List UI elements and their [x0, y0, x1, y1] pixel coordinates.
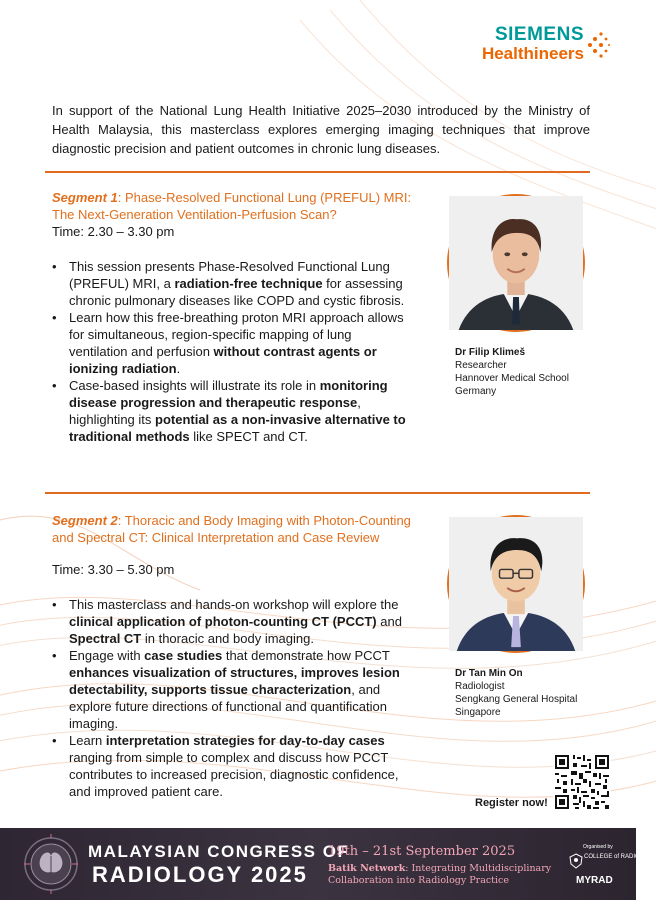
bullet-text: ranging from simple to complex and discuss how PCCT contributes to increased precision, diagnostic confidence, and improved patient care.	[69, 750, 399, 799]
bullet-text: like SPECT and CT.	[189, 429, 308, 444]
bullet-text: and	[376, 614, 402, 629]
speaker1-role: Researcher	[455, 360, 507, 371]
speaker1-country: Germany	[455, 386, 497, 397]
college-crest-icon	[570, 854, 582, 868]
bullet-text: for assessing chronic pulmonary diseases like COPD and cystic fibrosis.	[69, 276, 405, 308]
bullet-emphasis: enhances visualization of structures, improves lesion detectability, supports tissue characterization	[69, 665, 400, 697]
logo-line1: SIEMENS	[494, 24, 584, 45]
segment1-label: Segment 1	[52, 190, 118, 205]
bullet-item	[52, 258, 412, 309]
speaker1-info	[455, 346, 605, 398]
siemens-healthineers-logo	[460, 24, 610, 64]
bullet-item	[52, 732, 412, 800]
segment1-time: Time: 2.30 – 3.30 pm	[52, 224, 175, 239]
speaker2-org: Sengkang General Hospital	[455, 694, 578, 705]
bullet-text: that demonstrate how PCCT	[222, 648, 390, 663]
segment1-title: : Phase-Resolved Functional Lung (PREFUL) MRI: The Next-Generation Ventilation-Perfusion Scan?	[52, 190, 412, 222]
bullet-item	[52, 377, 412, 445]
congress-title-line1: MALAYSIAN CONGRESS OF	[88, 842, 350, 861]
bullet-text: Learn	[69, 733, 106, 748]
segment2-title: : Thoracic and Body Imaging with Photon-Counting and Spectral CT: Clinical Interpretation and Case Review	[52, 513, 411, 545]
bullet-text: Case-based insights will illustrate its role in	[69, 378, 320, 393]
segment2-heading	[52, 512, 412, 546]
brain-scan-icon	[22, 834, 80, 894]
speaker2-photo	[447, 515, 585, 653]
bullet-item	[52, 309, 412, 377]
bullet-item	[52, 647, 412, 732]
speaker2-role: Radiologist	[455, 681, 505, 692]
bullet-text: .	[176, 361, 181, 376]
bullet-text: Learn how this free-breathing proton MRI approach allows for simultaneous, region-specific mapping of lung ventilation and perfusion	[69, 310, 404, 359]
register-now-label[interactable]: Register now!	[475, 797, 548, 809]
speaker1-name: Dr Filip Klimeš	[455, 347, 526, 358]
segment1-bullets	[52, 258, 412, 445]
segment1-heading	[52, 189, 412, 223]
segment2-label: Segment 2	[52, 513, 118, 528]
bullet-text: , and explore future directions of functional and quantification imaging.	[69, 682, 387, 731]
bullet-emphasis: interpretation strategies for day-to-day cases	[105, 733, 385, 748]
college-of-radiology-logo	[570, 852, 656, 870]
organised-by-label: Organised by	[583, 844, 613, 850]
congress-theme	[328, 863, 568, 887]
theme-text: : Integrating Multidisciplinary Collaboration into Radiology Practice	[328, 863, 552, 886]
bullet-emphasis: without contrast agents or ionizing radiation	[69, 344, 377, 376]
bullet-text: This masterclass and hands-on workshop will explore the	[69, 597, 399, 612]
section-divider	[45, 492, 590, 494]
bullet-emphasis: clinical application of photon-counting CT (PCCT)	[69, 614, 377, 629]
bullet-item	[52, 596, 412, 647]
bullet-emphasis: potential as a non-invasive alternative to traditional methods	[69, 412, 406, 444]
congress-banner	[0, 828, 656, 900]
bullet-text: Engage with	[69, 648, 145, 663]
college-name: COLLEGE of RADIOLOGY	[584, 854, 656, 860]
intro-paragraph: In support of the National Lung Health Initiative 2025–2030 introduced by the Ministry of Health Malaysia, this masterclass explores emerging imaging techniques that improve diagnostic precision and patient outcomes in chronic lung diseases.	[52, 103, 590, 156]
congress-title-line2: RADIOLOGY 2025	[92, 862, 308, 887]
speaker1-org: Hannover Medical School	[455, 373, 569, 384]
bullet-text: This session presents Phase-Resolved Functional Lung (PREFUL) MRI, a	[69, 259, 390, 291]
segment2-bullets	[52, 596, 412, 800]
bullet-emphasis: monitoring disease progression and therapeutic response	[69, 378, 388, 410]
bullet-emphasis: radiation-free technique	[174, 276, 323, 291]
myrad-logo: MYRAD	[576, 875, 613, 886]
logo-line2: Healthineers	[481, 44, 584, 63]
congress-dates: 19th – 21st September 2025	[328, 844, 516, 859]
bullet-text: in thoracic and body imaging.	[141, 631, 314, 646]
section-divider	[45, 171, 590, 173]
logo-dots-icon	[586, 30, 610, 60]
registration-qr-code[interactable]	[553, 753, 611, 811]
theme-network: Batik Network	[328, 863, 406, 874]
speaker2-info	[455, 667, 605, 719]
speaker2-name: Dr Tan Min On	[455, 668, 523, 679]
speaker1-photo	[447, 194, 585, 332]
bullet-emphasis: Spectral CT	[69, 631, 142, 646]
segment2-time: Time: 3.30 – 5.30 pm	[52, 562, 175, 577]
bullet-emphasis: case studies	[144, 648, 223, 663]
bullet-text: , highlighting its	[69, 395, 361, 427]
speaker2-country: Singapore	[455, 707, 501, 718]
